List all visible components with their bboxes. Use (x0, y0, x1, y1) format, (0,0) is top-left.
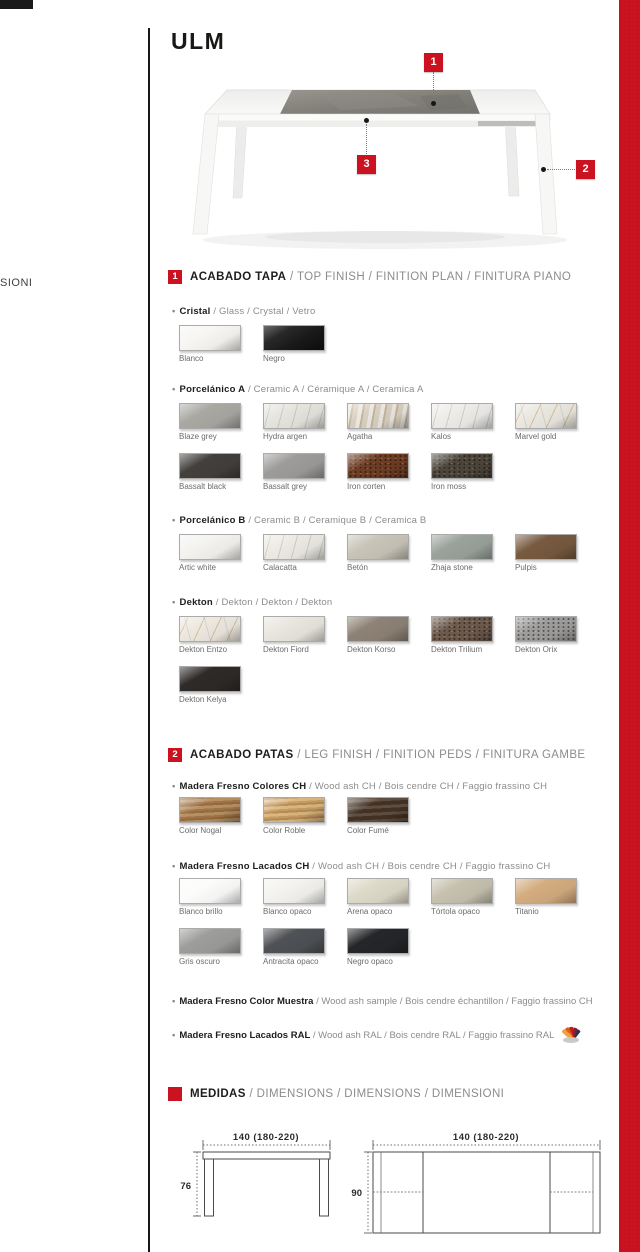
group-dekton-translations: / Dekton / Dekton / Dekton (215, 597, 333, 608)
swatch-cell (263, 453, 325, 492)
group-madera-lacados-ch (172, 861, 617, 978)
product-photo-figure (190, 48, 610, 260)
swatch-label: Dekton Kelya (179, 695, 227, 704)
section-2-title-translations: / LEG FINISH / FINITION PEDS / FINITURA GAMBE (297, 749, 586, 761)
material-swatch (179, 616, 241, 642)
swatch-grid-madera-colores-ch (179, 797, 609, 847)
group-madera-lacados-ch-name: Madera Fresno Lacados CH (179, 861, 310, 872)
swatch-cell (431, 403, 493, 442)
swatch-cell (347, 403, 409, 442)
swatch-label: Color Nogal (179, 826, 222, 835)
callout-2-anchor-dot (541, 167, 546, 172)
section-2-number-badge: 2 (168, 748, 182, 762)
group-dekton-header (172, 597, 617, 608)
material-swatch (179, 325, 241, 351)
swatch-cell (263, 928, 325, 967)
material-swatch (263, 534, 325, 560)
material-swatch (431, 453, 493, 479)
swatch-cell (179, 878, 241, 917)
dimension-drawings (172, 1128, 612, 1245)
left-edge-cutoff-text: SIONI (0, 277, 33, 289)
material-swatch (179, 666, 241, 692)
material-swatch (179, 534, 241, 560)
ral-color-fan-icon (560, 1026, 582, 1047)
material-swatch (431, 878, 493, 904)
note-lacados-ral-name: Madera Fresno Lacados RAL (179, 1030, 311, 1041)
red-bullet-icon: • (172, 1030, 176, 1041)
swatch-cell (515, 878, 577, 917)
material-swatch (179, 403, 241, 429)
swatch-label: Arena opaco (347, 907, 393, 916)
swatch-cell (347, 797, 409, 836)
group-cristal-name: Cristal (179, 306, 211, 317)
swatch-label: Antracita opaco (263, 957, 319, 966)
swatch-label: Blanco opaco (263, 907, 312, 916)
swatch-cell (179, 928, 241, 967)
front-width-label: 140 (180-220) (232, 1132, 300, 1143)
callout-1-leader-line (433, 72, 434, 100)
material-swatch (263, 928, 325, 954)
material-swatch (431, 403, 493, 429)
swatch-cell (347, 928, 409, 967)
material-swatch (263, 878, 325, 904)
swatch-label: Gris oscuro (179, 957, 220, 966)
swatch-cell (431, 878, 493, 917)
red-bullet-icon: • (172, 515, 176, 526)
swatch-grid-madera-lacados-ch (179, 878, 609, 978)
red-bullet-icon: • (172, 781, 176, 792)
note-lacados-ral (172, 1025, 582, 1046)
callout-3-leader-line (366, 124, 367, 154)
material-swatch (263, 325, 325, 351)
section-top-finish-header (168, 270, 571, 284)
swatch-cell (347, 453, 409, 492)
group-cristal (172, 306, 617, 375)
swatch-label: Zhaja stone (431, 563, 473, 572)
corner-crop-mark (0, 0, 33, 9)
group-madera-colores-ch-header (172, 781, 617, 792)
medidas-title-translations: / DIMENSIONS / DIMENSIONS / DIMENSIONI (249, 1088, 505, 1100)
swatch-label: Dekton Orix (515, 645, 558, 654)
swatch-label: Dekton Entzo (179, 645, 228, 654)
material-swatch (263, 616, 325, 642)
callout-1-anchor-dot (431, 101, 436, 106)
section-2-title-main: ACABADO PATAS (190, 749, 294, 761)
material-swatch (347, 453, 409, 479)
swatch-label: Marvel gold (515, 432, 557, 441)
swatch-cell (179, 797, 241, 836)
swatch-cell (179, 403, 241, 442)
group-madera-colores-ch-name: Madera Fresno Colores CH (179, 781, 307, 792)
swatch-cell (515, 403, 577, 442)
swatch-label: Color Roble (263, 826, 306, 835)
red-bullet-icon: • (172, 861, 176, 872)
swatch-cell (179, 453, 241, 492)
group-porcelanico-a-name: Porcelánico A (179, 384, 246, 395)
note-lacados-ral-translations: / Wood ash RAL / Bois cendre RAL / Faggio frassino RAL (312, 1030, 555, 1041)
swatch-label: Blanco brillo (179, 907, 223, 916)
material-swatch (347, 534, 409, 560)
swatch-cell (515, 616, 577, 655)
group-dekton-name: Dekton (179, 597, 213, 608)
group-porcelanico-a-header (172, 384, 617, 395)
group-cristal-header (172, 306, 617, 317)
swatch-cell (263, 878, 325, 917)
red-bullet-icon: • (172, 597, 176, 608)
swatch-label: Blaze grey (179, 432, 217, 441)
material-swatch (347, 403, 409, 429)
swatch-label: Tórtola opaco (431, 907, 480, 916)
table-product-photo (190, 48, 610, 260)
callout-2-badge: 2 (576, 160, 595, 179)
swatch-grid-cristal (179, 325, 609, 375)
swatch-cell (263, 403, 325, 442)
callout-1-badge: 1 (424, 53, 443, 72)
group-madera-lacados-ch-header (172, 861, 617, 872)
dimension-drawings-svg (172, 1128, 612, 1240)
swatch-label: Calacatta (263, 563, 297, 572)
material-swatch (179, 878, 241, 904)
swatch-grid-porcelanico-a (179, 403, 609, 503)
swatch-label: Dekton Trilium (431, 645, 483, 654)
material-swatch (347, 616, 409, 642)
medidas-title (190, 1088, 504, 1100)
swatch-label: Negro opaco (347, 957, 393, 966)
callout-2-leader-line (547, 169, 575, 170)
swatch-cell (263, 797, 325, 836)
material-swatch (515, 534, 577, 560)
swatch-label: Pulpis (515, 563, 537, 572)
section-1-title-main: ACABADO TAPA (190, 271, 287, 283)
swatch-grid-porcelanico-b (179, 534, 609, 584)
material-swatch (431, 534, 493, 560)
swatch-label: Kalos (431, 432, 452, 441)
material-swatch (263, 453, 325, 479)
swatch-label: Iron moss (431, 482, 467, 491)
swatch-label: Bassalt grey (263, 482, 308, 491)
swatch-cell (263, 616, 325, 655)
swatch-cell (431, 616, 493, 655)
swatch-label: Negro (263, 354, 285, 363)
note-color-muestra-name: Madera Fresno Color Muestra (179, 996, 314, 1007)
material-swatch (179, 928, 241, 954)
red-bullet-icon: • (172, 384, 176, 395)
swatch-cell (347, 616, 409, 655)
swatch-label: Dekton Fiord (263, 645, 309, 654)
swatch-label: Color Fumé (347, 826, 389, 835)
material-swatch (347, 878, 409, 904)
swatch-label: Bassalt black (179, 482, 227, 491)
swatch-cell (431, 534, 493, 573)
red-bullet-icon: • (172, 306, 176, 317)
swatch-cell (179, 666, 241, 705)
group-madera-colores-ch-translations: / Wood ash CH / Bois cendre CH / Faggio frassino CH (309, 781, 548, 792)
section-1-title (190, 271, 571, 283)
callout-3-anchor-dot (364, 118, 369, 123)
material-swatch (515, 878, 577, 904)
group-porcelanico-a (172, 384, 617, 503)
swatch-cell (347, 878, 409, 917)
section-medidas-header (168, 1087, 504, 1101)
section-2-title (190, 749, 586, 761)
material-swatch (347, 797, 409, 823)
material-swatch (179, 797, 241, 823)
swatch-label: Artic white (179, 563, 216, 572)
material-swatch (263, 403, 325, 429)
section-leg-finish-header (168, 748, 586, 762)
swatch-cell (431, 453, 493, 492)
material-swatch (515, 616, 577, 642)
vertical-divider-line (148, 28, 150, 1252)
swatch-label: Iron corten (347, 482, 386, 491)
swatch-cell (179, 534, 241, 573)
group-madera-colores-ch (172, 781, 617, 847)
swatch-label: Betón (347, 563, 368, 572)
product-title: ULM (171, 28, 226, 54)
right-red-edge-band (619, 0, 640, 1252)
group-porcelanico-b-translations: / Ceramic B / Ceramique B / Ceramica B (248, 515, 427, 526)
top-depth-label: 90 (351, 1188, 362, 1199)
swatch-cell (179, 616, 241, 655)
section-1-title-translations: / TOP FINISH / FINITION PLAN / FINITURA PIANO (289, 271, 572, 283)
medidas-title-main: MEDIDAS (190, 1088, 246, 1100)
group-porcelanico-b-header (172, 515, 617, 526)
material-swatch (347, 928, 409, 954)
group-cristal-translations: / Glass / Crystal / Vetro (213, 306, 316, 317)
swatch-label: Agatha (347, 432, 373, 441)
swatch-label: Hydra argen (263, 432, 308, 441)
swatch-label: Titanio (515, 907, 539, 916)
material-swatch (179, 453, 241, 479)
swatch-cell (263, 534, 325, 573)
front-height-label: 76 (180, 1181, 191, 1192)
top-width-label: 140 (180-220) (452, 1132, 520, 1143)
group-dekton (172, 597, 617, 716)
group-madera-lacados-ch-translations: / Wood ash CH / Bois cendre CH / Faggio frassino CH (312, 861, 551, 872)
group-porcelanico-b (172, 515, 617, 584)
swatch-cell (263, 325, 325, 364)
callout-3-badge: 3 (357, 155, 376, 174)
material-swatch (263, 797, 325, 823)
swatch-cell (347, 534, 409, 573)
swatch-label: Dekton Korso (347, 645, 396, 654)
note-color-muestra (172, 996, 593, 1007)
section-1-number-badge: 1 (168, 270, 182, 284)
group-porcelanico-a-translations: / Ceramic A / Céramique A / Ceramica A (247, 384, 424, 395)
group-porcelanico-b-name: Porcelánico B (179, 515, 246, 526)
note-color-muestra-translations: / Wood ash sample / Bois cendre échantillon / Faggio frassino CH (316, 996, 593, 1007)
swatch-cell (515, 534, 577, 573)
medidas-red-square-icon (168, 1087, 182, 1101)
red-bullet-icon: • (172, 996, 176, 1007)
swatch-label: Blanco (179, 354, 204, 363)
swatch-cell (179, 325, 241, 364)
swatch-grid-dekton (179, 616, 609, 716)
material-swatch (515, 403, 577, 429)
material-swatch (431, 616, 493, 642)
